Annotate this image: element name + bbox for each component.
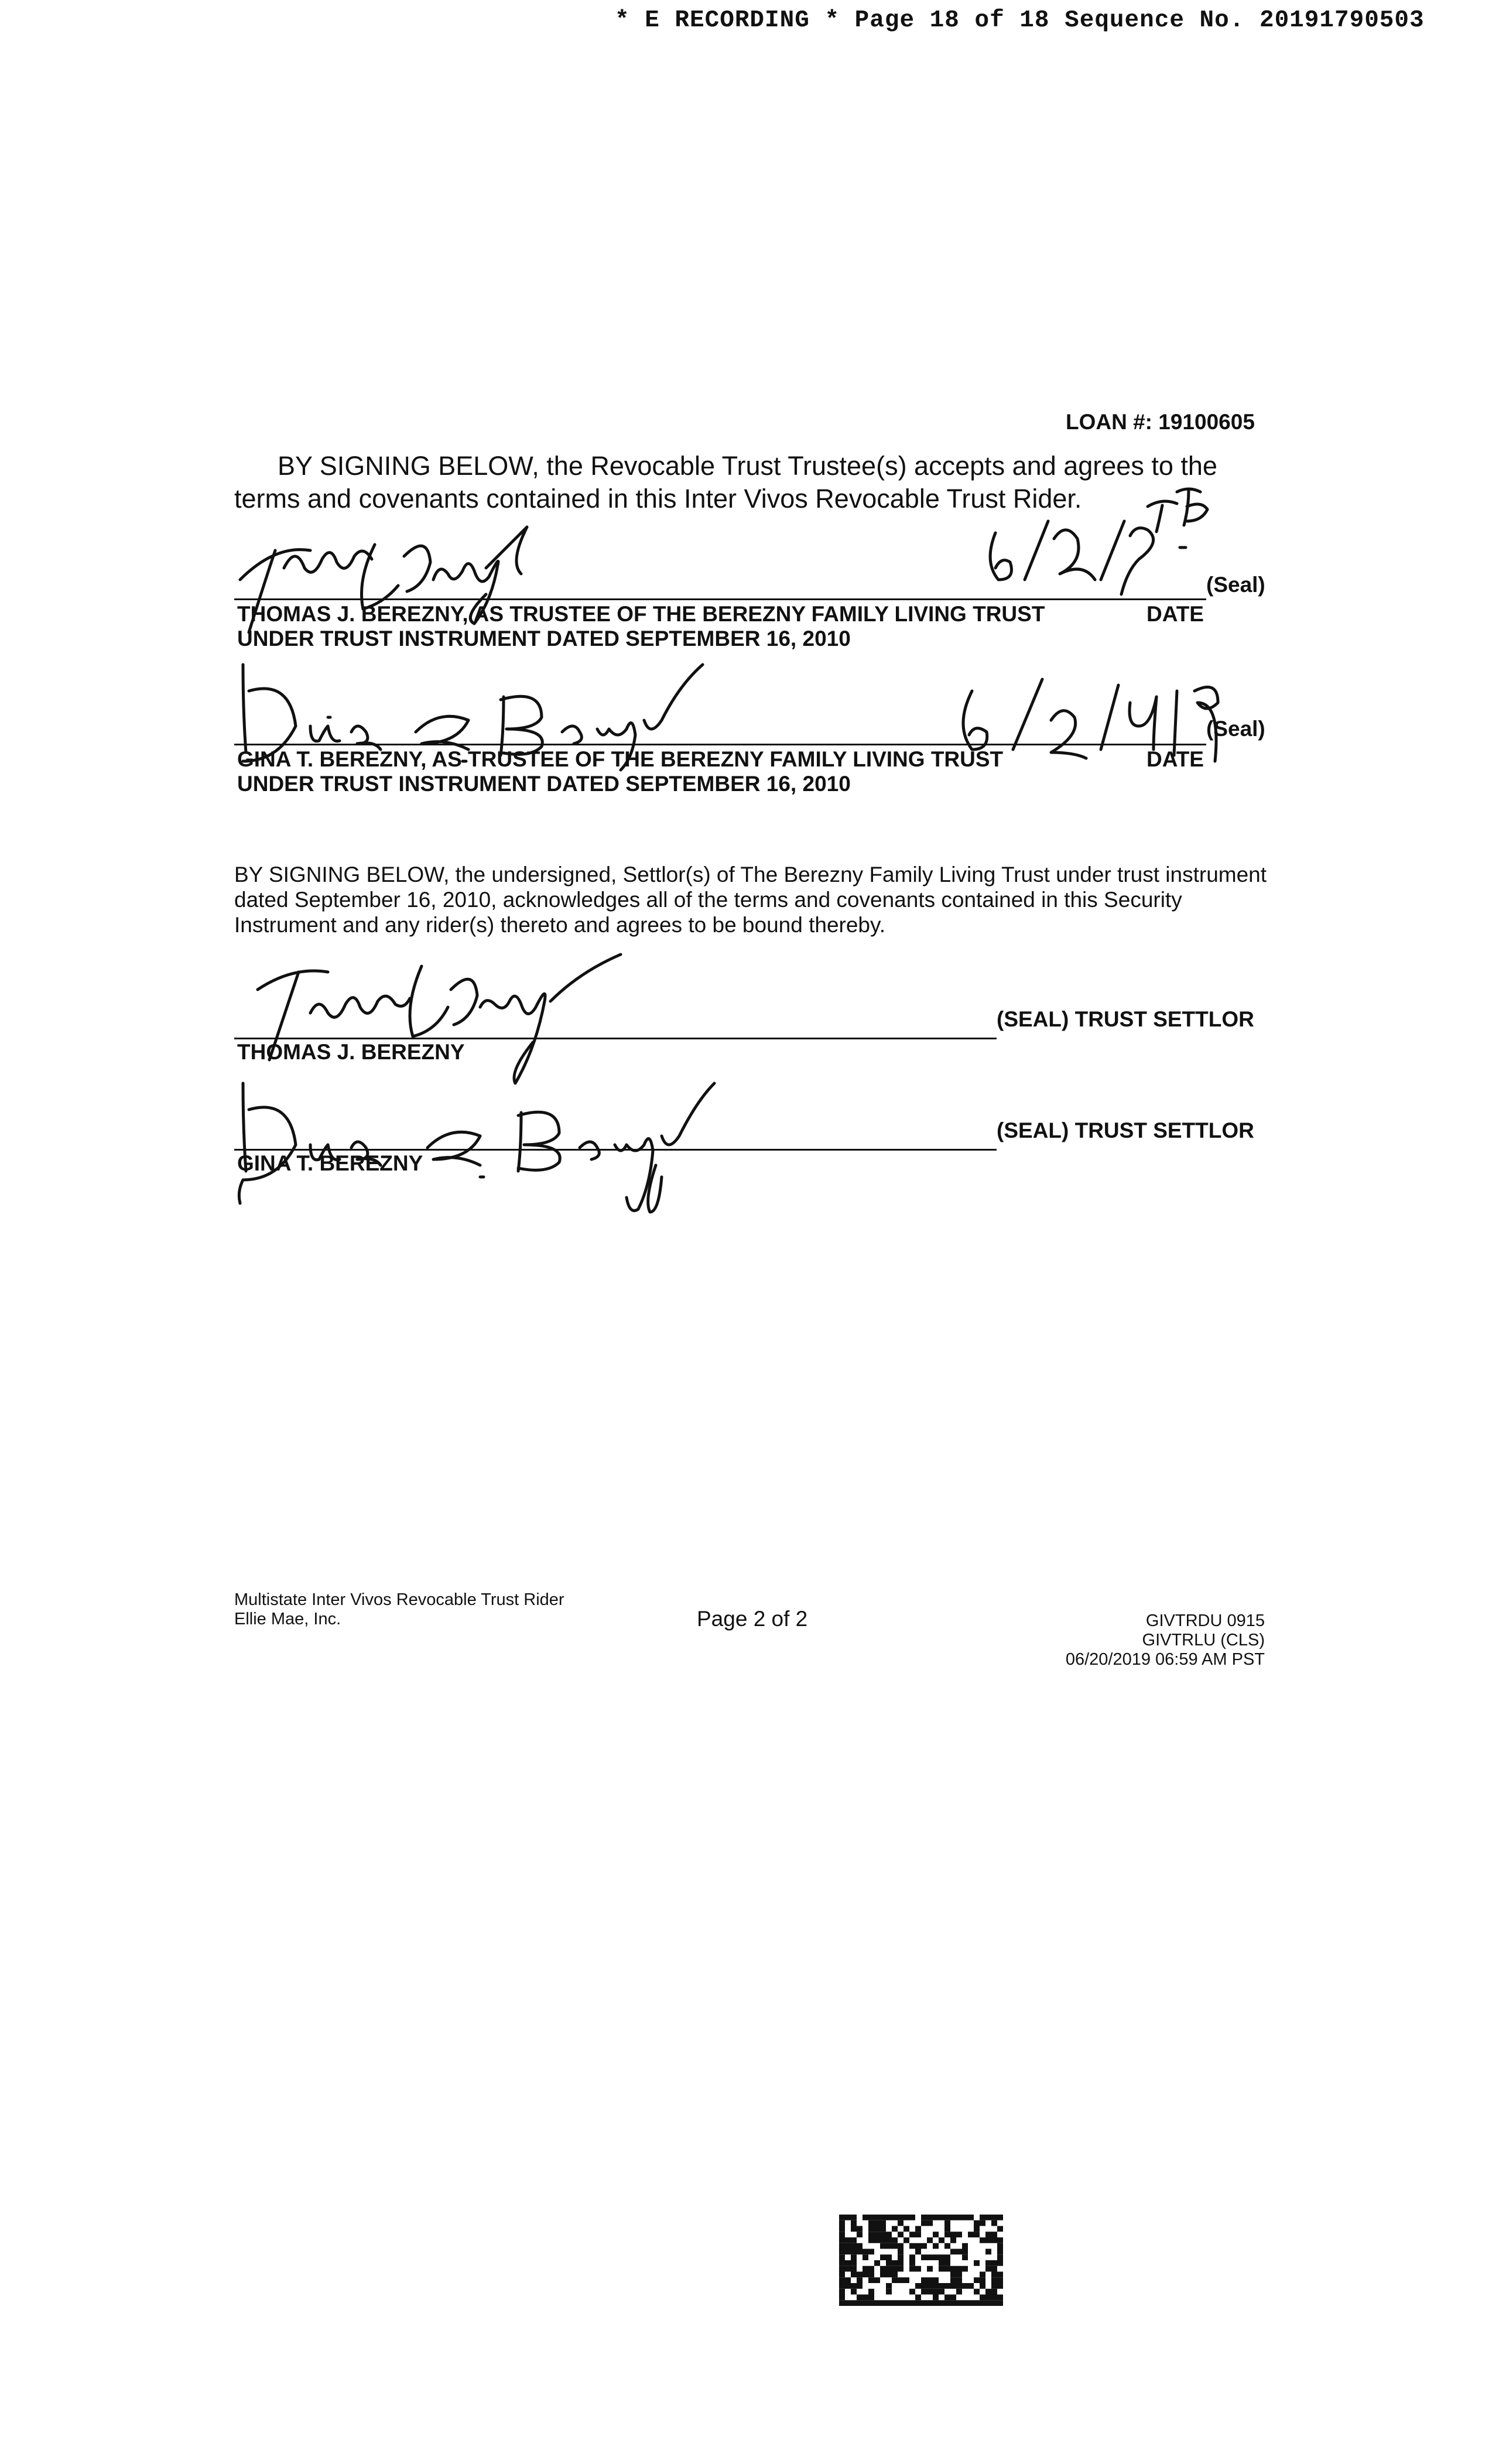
trustee-1-signature-line [234,598,1206,600]
trustee-2-seal-label: (Seal) [1206,717,1265,741]
footer-page-number: Page 2 of 2 [697,1607,808,1631]
settlor-2-label: (SEAL) TRUST SETTLOR [997,1118,1254,1142]
trustee-2-instrument: UNDER TRUST INSTRUMENT DATED SEPTEMBER 16, 2010 [237,772,851,796]
trustee-2-date-label: DATE [1147,747,1204,771]
settlor-acknowledgement-paragraph: BY SIGNING BELOW, the undersigned, Settlor(s) of The Berezny Family Living Trust under trust instrument dated September 16, 2010, acknowledges all of the terms and covenants contained in this Security Instrument and any rider(s) thereto and agrees to be bound thereby. [234,863,1267,937]
settlor-2-signature-line [234,1149,997,1151]
trustee-2-signature-line [234,744,1206,745]
trustee-1-name: THOMAS J. BEREZNY, AS TRUSTEE OF THE BEREZNY FAMILY LIVING TRUST [237,602,1045,626]
trustee-1-date-label: DATE [1147,602,1204,626]
recording-stamp: * E RECORDING * Page 18 of 18 Sequence No. 20191790503 [615,7,1425,34]
loan-number: LOAN #: 19100605 [1066,410,1255,434]
footer-timestamp: 06/20/2019 06:59 AM PST [1065,1650,1265,1669]
trustee-1-seal-label: (Seal) [1206,573,1265,597]
datamatrix-barcode [839,2215,1003,2306]
footer-code-2: GIVTRLU (CLS) [1142,1631,1265,1649]
settlor-1-name: THOMAS J. BEREZNY [237,1040,465,1064]
footer-code-1: GIVTRDU 0915 [1145,1611,1265,1630]
trustee-1-instrument: UNDER TRUST INSTRUMENT DATED SEPTEMBER 16, 2010 [237,627,851,651]
trustee-2-name: GINA T. BEREZNY, AS TRUSTEE OF THE BEREZNY FAMILY LIVING TRUST [237,747,1004,771]
settlor-1-label: (SEAL) TRUST SETTLOR [997,1007,1254,1031]
footer-form-title: Multistate Inter Vivos Revocable Trust Rider [234,1590,564,1609]
trustee-acceptance-paragraph: BY SIGNING BELOW, the Revocable Trust Trustee(s) accepts and agrees to the terms and covenants contained in this Inter Vivos Revocable Trust Rider. [234,451,1217,514]
footer-form-info [234,1590,564,1629]
footer-company: Ellie Mae, Inc. [234,1610,341,1628]
settlor-1-signature-line [234,1038,997,1039]
trustee-1-handwritten-date [984,515,1206,591]
settlor-2-signature [234,1077,773,1212]
footer-codes [1031,1611,1265,1669]
settlor-2-name: GINA T. BEREZNY [237,1151,423,1175]
